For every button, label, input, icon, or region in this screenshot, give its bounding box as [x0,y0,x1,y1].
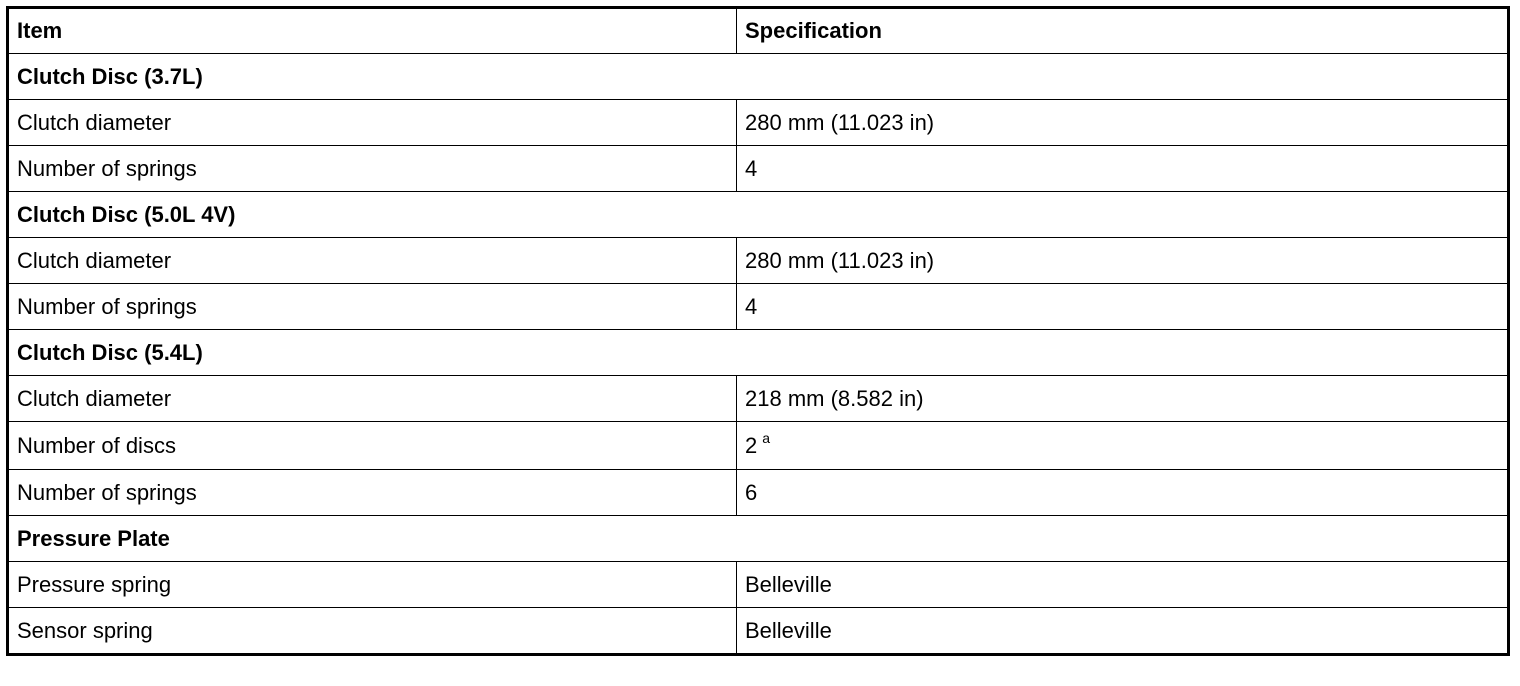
spec-cell: 280 mm (11.023 in) [737,100,1509,146]
spec-cell: 280 mm (11.023 in) [737,238,1509,284]
spec-cell: 4 [737,284,1509,330]
table-row [8,238,1509,284]
item-cell: Clutch diameter [8,238,737,284]
section-title: Clutch Disc (3.7L) [8,54,1509,100]
table-row [8,284,1509,330]
spec-cell [737,422,1509,470]
spec-value: 2 [745,432,758,458]
section-title: Clutch Disc (5.4L) [8,330,1509,376]
footnote-marker: a [762,429,771,446]
header-item: Item [8,8,737,54]
item-cell: Sensor spring [8,608,737,655]
header-specification: Specification [737,8,1509,54]
spec-cell: 218 mm (8.582 in) [737,376,1509,422]
section-row [8,54,1509,100]
table-row [8,100,1509,146]
table-row [8,146,1509,192]
spec-cell: Belleville [737,562,1509,608]
table-row [8,376,1509,422]
table-row [8,422,1509,470]
table-row [8,562,1509,608]
item-cell: Pressure spring [8,562,737,608]
specification-table [6,6,1510,656]
spec-cell: 6 [737,470,1509,516]
item-cell: Clutch diameter [8,376,737,422]
spec-cell: 4 [737,146,1509,192]
item-cell: Number of springs [8,470,737,516]
section-title: Clutch Disc (5.0L 4V) [8,192,1509,238]
section-row [8,330,1509,376]
section-row [8,192,1509,238]
item-cell: Clutch diameter [8,100,737,146]
item-cell: Number of springs [8,284,737,330]
section-title: Pressure Plate [8,516,1509,562]
section-row [8,516,1509,562]
item-cell: Number of discs [8,422,737,470]
table-row [8,470,1509,516]
table-row [8,608,1509,655]
spec-cell: Belleville [737,608,1509,655]
table-header-row [8,8,1509,54]
item-cell: Number of springs [8,146,737,192]
